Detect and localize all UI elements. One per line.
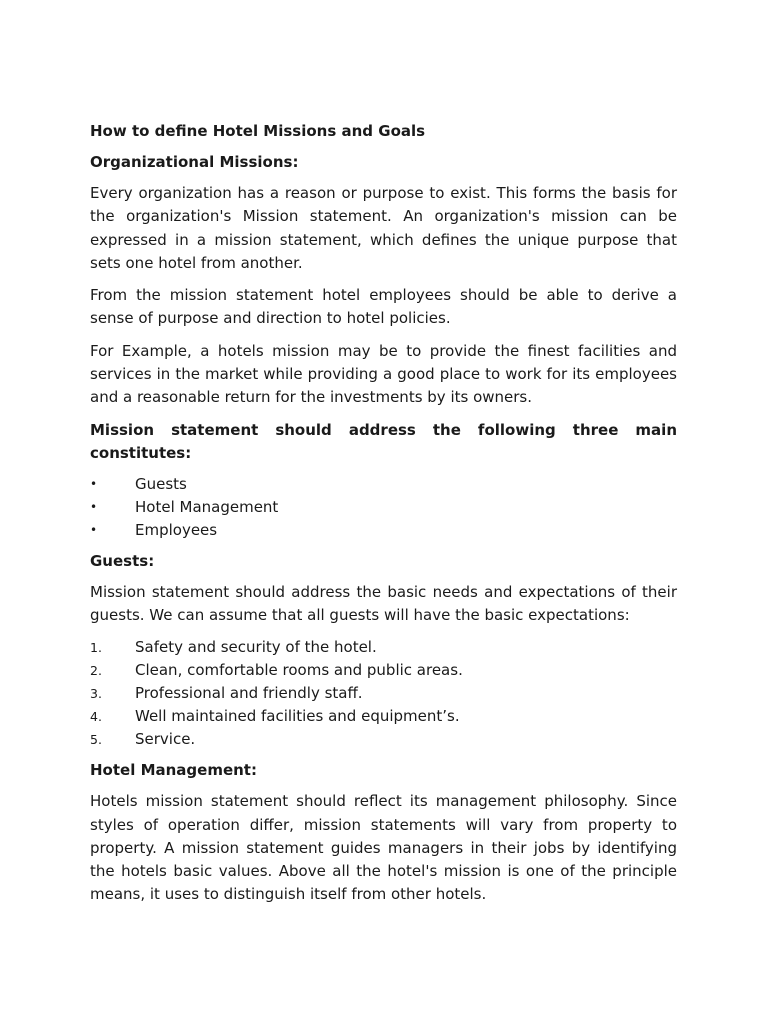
list-item-text: Employees <box>135 520 218 539</box>
list-item-text: Service. <box>135 730 196 749</box>
document-title: How to define Hotel Missions and Goals <box>90 122 426 140</box>
list-number: 1. <box>90 640 102 656</box>
heading-organizational-missions: Organizational Missions: <box>90 153 299 171</box>
list-item-text: Safety and security of the hotel. <box>135 638 377 657</box>
bullet-marker: • <box>90 522 98 537</box>
paragraph-org-missions-1: Every organization has a reason or purpose to exist. This forms the basis for the organization's Mission statement. An organization's mission can be expressed in a mission statement, which defines the unique purpose that sets one hotel from another. <box>90 184 677 272</box>
heading-constitutes: Mission statement should address the following three main constitutes: <box>90 420 677 462</box>
list-item <box>90 636 677 659</box>
list-item-text: Guests <box>135 474 187 493</box>
constitutes-list <box>90 473 677 542</box>
paragraph-guests: Mission statement should address the basic needs and expectations of their guests. We can assume that all guests will have the basic expectations: <box>90 582 677 624</box>
list-item <box>90 519 677 542</box>
heading-hotel-management: Hotel Management: <box>90 761 257 780</box>
heading-guests: Guests: <box>90 551 155 570</box>
list-item-text: Clean, comfortable rooms and public areas. <box>135 661 463 680</box>
list-number: 5. <box>90 732 102 748</box>
list-item-text: Well maintained facilities and equipment’s. <box>135 707 460 726</box>
list-number: 2. <box>90 663 102 679</box>
paragraph-org-missions-2: From the mission statement hotel employees should be able to derive a sense of purpose and direction to hotel policies. <box>90 286 677 328</box>
list-item <box>90 682 677 705</box>
list-item <box>90 473 677 496</box>
list-item <box>90 496 677 519</box>
paragraph-org-missions-3: For Example, a hotels mission may be to provide the finest facilities and services in the market while providing a good place to work for its employees and a reasonable return for the investments by its owners. <box>90 341 677 407</box>
document-page <box>90 120 677 916</box>
list-item-text: Hotel Management <box>135 497 279 516</box>
list-item-text: Professional and friendly staff. <box>135 684 363 703</box>
guest-expectations-list <box>90 636 677 751</box>
list-item <box>90 659 677 682</box>
bullet-marker: • <box>90 499 98 514</box>
list-item <box>90 728 677 751</box>
list-item <box>90 705 677 728</box>
bullet-marker: • <box>90 476 98 491</box>
list-number: 4. <box>90 709 102 725</box>
paragraph-hotel-management: Hotels mission statement should reflect its management philosophy. Since styles of operation differ, mission statements will vary from property to property. A mission statement guides managers in their jobs by identifying the hotels basic values. Above all the hotel's mission is one of the principle means, it uses to distinguish itself from other hotels. <box>90 792 677 904</box>
list-number: 3. <box>90 686 102 702</box>
